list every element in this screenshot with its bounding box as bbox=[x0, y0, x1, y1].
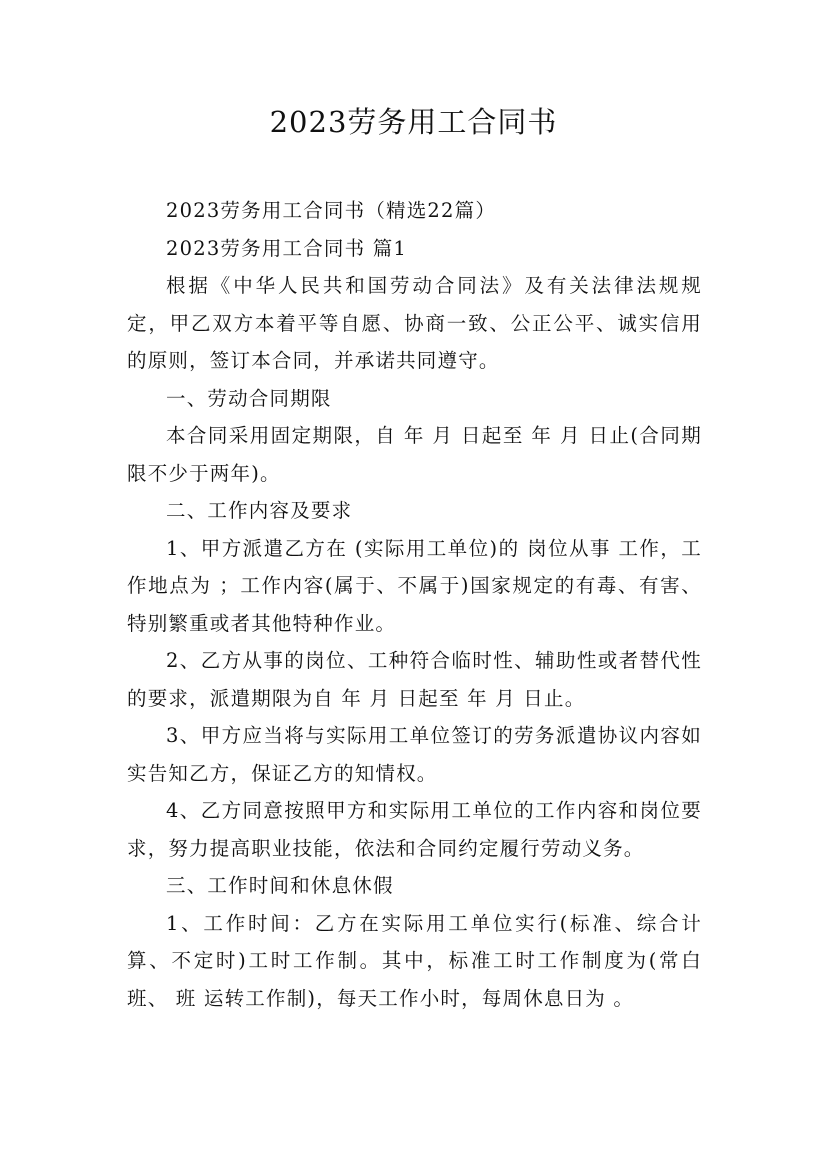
paragraph-section-heading: 2023劳务用工合同书 篇1 bbox=[166, 236, 408, 260]
paragraph-heading-work-hours: 三、工作时间和休息休假 bbox=[166, 874, 394, 897]
paragraph-heading-contract-term: 一、劳动合同期限 bbox=[166, 386, 332, 410]
document-title: 2023劳务用工合同书 bbox=[269, 105, 558, 139]
paragraph-subtitle: 2023劳务用工合同书（精选22篇） bbox=[166, 199, 497, 222]
paragraph-work-hours-1: 1、工作时间：乙方在实际用工单位实行(标准、综合计算、不定时)工时工作制。其中，标准工时工作制度为(常白班、 班 运转工作制)，每天工作小时，每周休息日为 。 bbox=[127, 911, 702, 1010]
paragraph-work-content-4: 4、乙方同意按照甲方和实际用工单位的工作内容和岗位要求，努力提高职业技能，依法和合同约定履行劳动义务。 bbox=[127, 799, 702, 860]
paragraph-heading-work-content: 二、工作内容及要求 bbox=[166, 499, 353, 522]
paragraph-work-content-1: 1、甲方派遣乙方在 (实际用工单位)的 岗位从事 工作，工作地点为 ；工作内容(属于、不属于)国家规定的有毒、有害、特别繁重或者其他特种作业。 bbox=[127, 536, 702, 635]
document-body bbox=[127, 192, 702, 1017]
paragraph-work-content-2: 2、乙方从事的岗位、工种符合临时性、辅助性或者替代性的要求，派遣期限为自 年 月 日起至 年 月 日止。 bbox=[127, 649, 702, 710]
paragraph-work-content-3: 3、甲方应当将与实际用工单位签订的劳务派遣协议内容如实告知乙方，保证乙方的知情权。 bbox=[127, 724, 702, 785]
paragraph-preamble: 根据《中华人民共和国劳动合同法》及有关法律法规规定，甲乙双方本着平等自愿、协商一致、公正公平、诚实信用的原则，签订本合同，并承诺共同遵守。 bbox=[127, 274, 702, 372]
paragraph-contract-term: 本合同采用固定期限，自 年 月 日起至 年 月 日止(合同期限不少于两年)。 bbox=[127, 424, 702, 485]
